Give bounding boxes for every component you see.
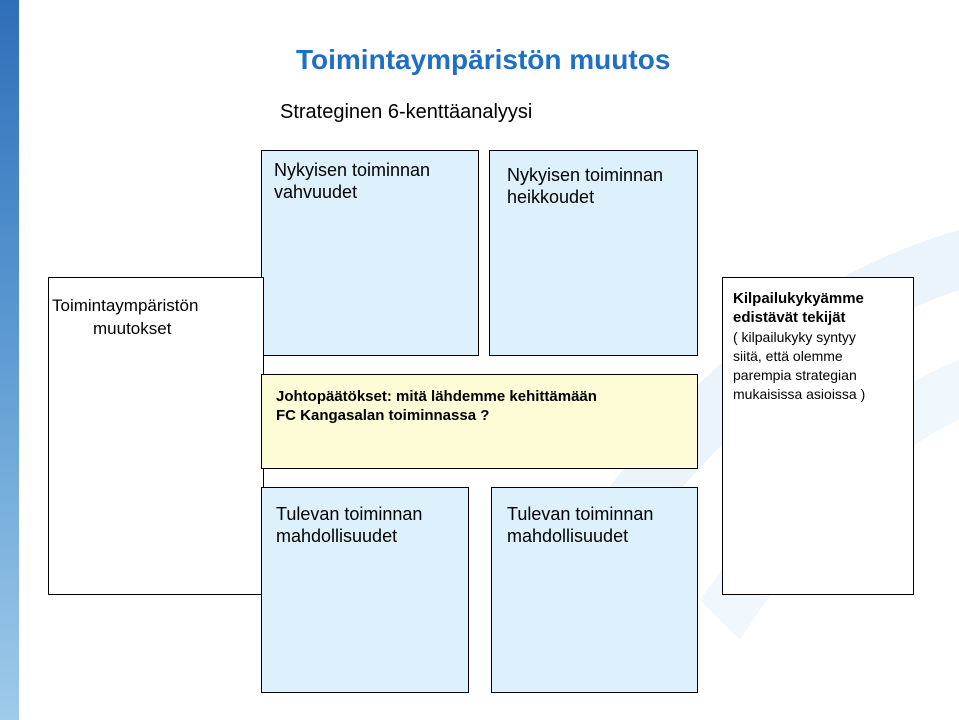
environment-label-line2: muutokset [93, 319, 172, 338]
conclusions-label-line1: Johtopäätökset: mitä lähdemme kehittämään [276, 388, 597, 405]
strengths-label-line2: vahvuudet [274, 182, 358, 202]
competitive-label-line1: Kilpailukykyämme [733, 290, 864, 307]
opportunities-right-label-line2: mahdollisuudet [507, 526, 629, 546]
weaknesses-label-line1: Nykyisen toiminnan [507, 165, 664, 185]
page-subtitle: Strateginen 6-kenttäanalyysi [280, 101, 533, 123]
opportunities-left-label-line2: mahdollisuudet [276, 526, 398, 546]
weaknesses-label-line2: heikkoudet [507, 187, 595, 207]
opportunities-right-label-line1: Tulevan toiminnan [507, 504, 654, 524]
competitive-label-line4: siitä, että olemme [733, 348, 843, 364]
competitive-label-line2: edistävät tekijät [733, 309, 846, 326]
strengths-label-line1: Nykyisen toiminnan [274, 160, 431, 180]
competitive-label-line5: parempia strategian [733, 367, 857, 383]
opportunities-left-label-line1: Tulevan toiminnan [276, 504, 423, 524]
conclusions-label-line2: FC Kangasalan toiminnassa ? [276, 407, 490, 424]
competitive-label-line3: ( kilpailukyky syntyy [733, 329, 856, 345]
page-title: Toimintaympäristön muutos [296, 44, 671, 75]
competitive-label-line6: mukaisissa asioissa ) [733, 386, 866, 402]
environment-label-line1: Toimintaympäristön [52, 296, 199, 315]
